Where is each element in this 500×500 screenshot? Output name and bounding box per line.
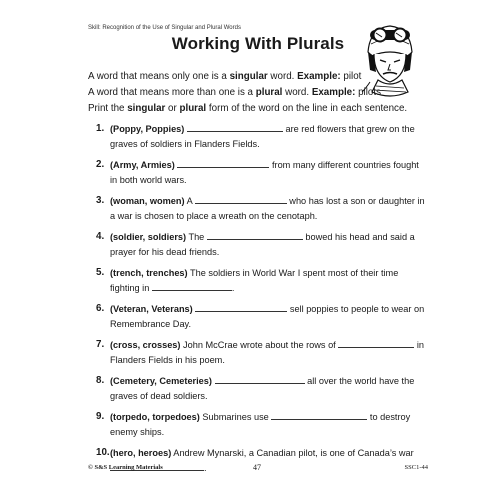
answer-blank[interactable] [152, 281, 232, 291]
publisher-label: © S&S Learning Materials [88, 464, 163, 471]
answer-blank[interactable] [177, 158, 269, 168]
exercise-item-8: 8. (Cemetery, Cemeteries) all over the world have the graves of dead soldiers. [96, 375, 415, 401]
exercise-item-10: 10. (hero, heroes) Andrew Mynarski, a Canadian pilot, is one of Canada’s war . [96, 447, 414, 473]
exercise-item-4: 4. (soldier, soldiers) The bowed his head and said a prayer for his dead friends. [96, 231, 415, 257]
exercise-item-2: 2. (Army, Armies) from many different countries fought in both world wars. [96, 159, 419, 185]
answer-blank[interactable] [338, 338, 414, 348]
product-code: SSC1-44 [404, 464, 428, 471]
exercise-item-6: 6. (Veteran, Veterans) sell poppies to people to wear on Remembrance Day. [96, 303, 425, 329]
instructions: Print the singular or plural form of the word on the line in each sentence. [88, 103, 408, 114]
answer-blank[interactable] [195, 302, 287, 312]
page-number: 47 [253, 463, 261, 472]
skill-label: Skill: Recognition of the Use of Singular and Plural Words [88, 25, 241, 31]
exercise-item-5: 5. (trench, trenches) The soldiers in World War I spent most of their time fighting in . [96, 267, 399, 293]
intro-singular-line: A word that means only one is a singular word. Example: pilot [88, 71, 362, 82]
exercise-item-1: 1. (Poppy, Poppies) are red flowers that grew on the graves of soldiers in Flanders Fields. [96, 123, 415, 149]
answer-blank[interactable] [271, 410, 367, 420]
answer-blank[interactable] [215, 374, 305, 384]
page-title: Working With Plurals [171, 34, 345, 53]
exercise-item-3: 3. (woman, women) A who has lost a son or daughter in a war is chosen to place a wreath on the cenotaph. [96, 195, 425, 221]
answer-blank[interactable] [207, 230, 303, 240]
exercise-item-9: 9. (torpedo, torpedoes) Submarines use to destroy enemy ships. [96, 411, 411, 437]
answer-blank[interactable] [195, 194, 287, 204]
answer-blank[interactable] [187, 122, 283, 132]
exercise-item-7: 7. (cross, crosses) John McCrae wrote about the rows of in Flanders Fields in his poem. [96, 339, 424, 365]
intro-plural-line: A word that means more than one is a plural word. Example: pilots [88, 87, 381, 98]
